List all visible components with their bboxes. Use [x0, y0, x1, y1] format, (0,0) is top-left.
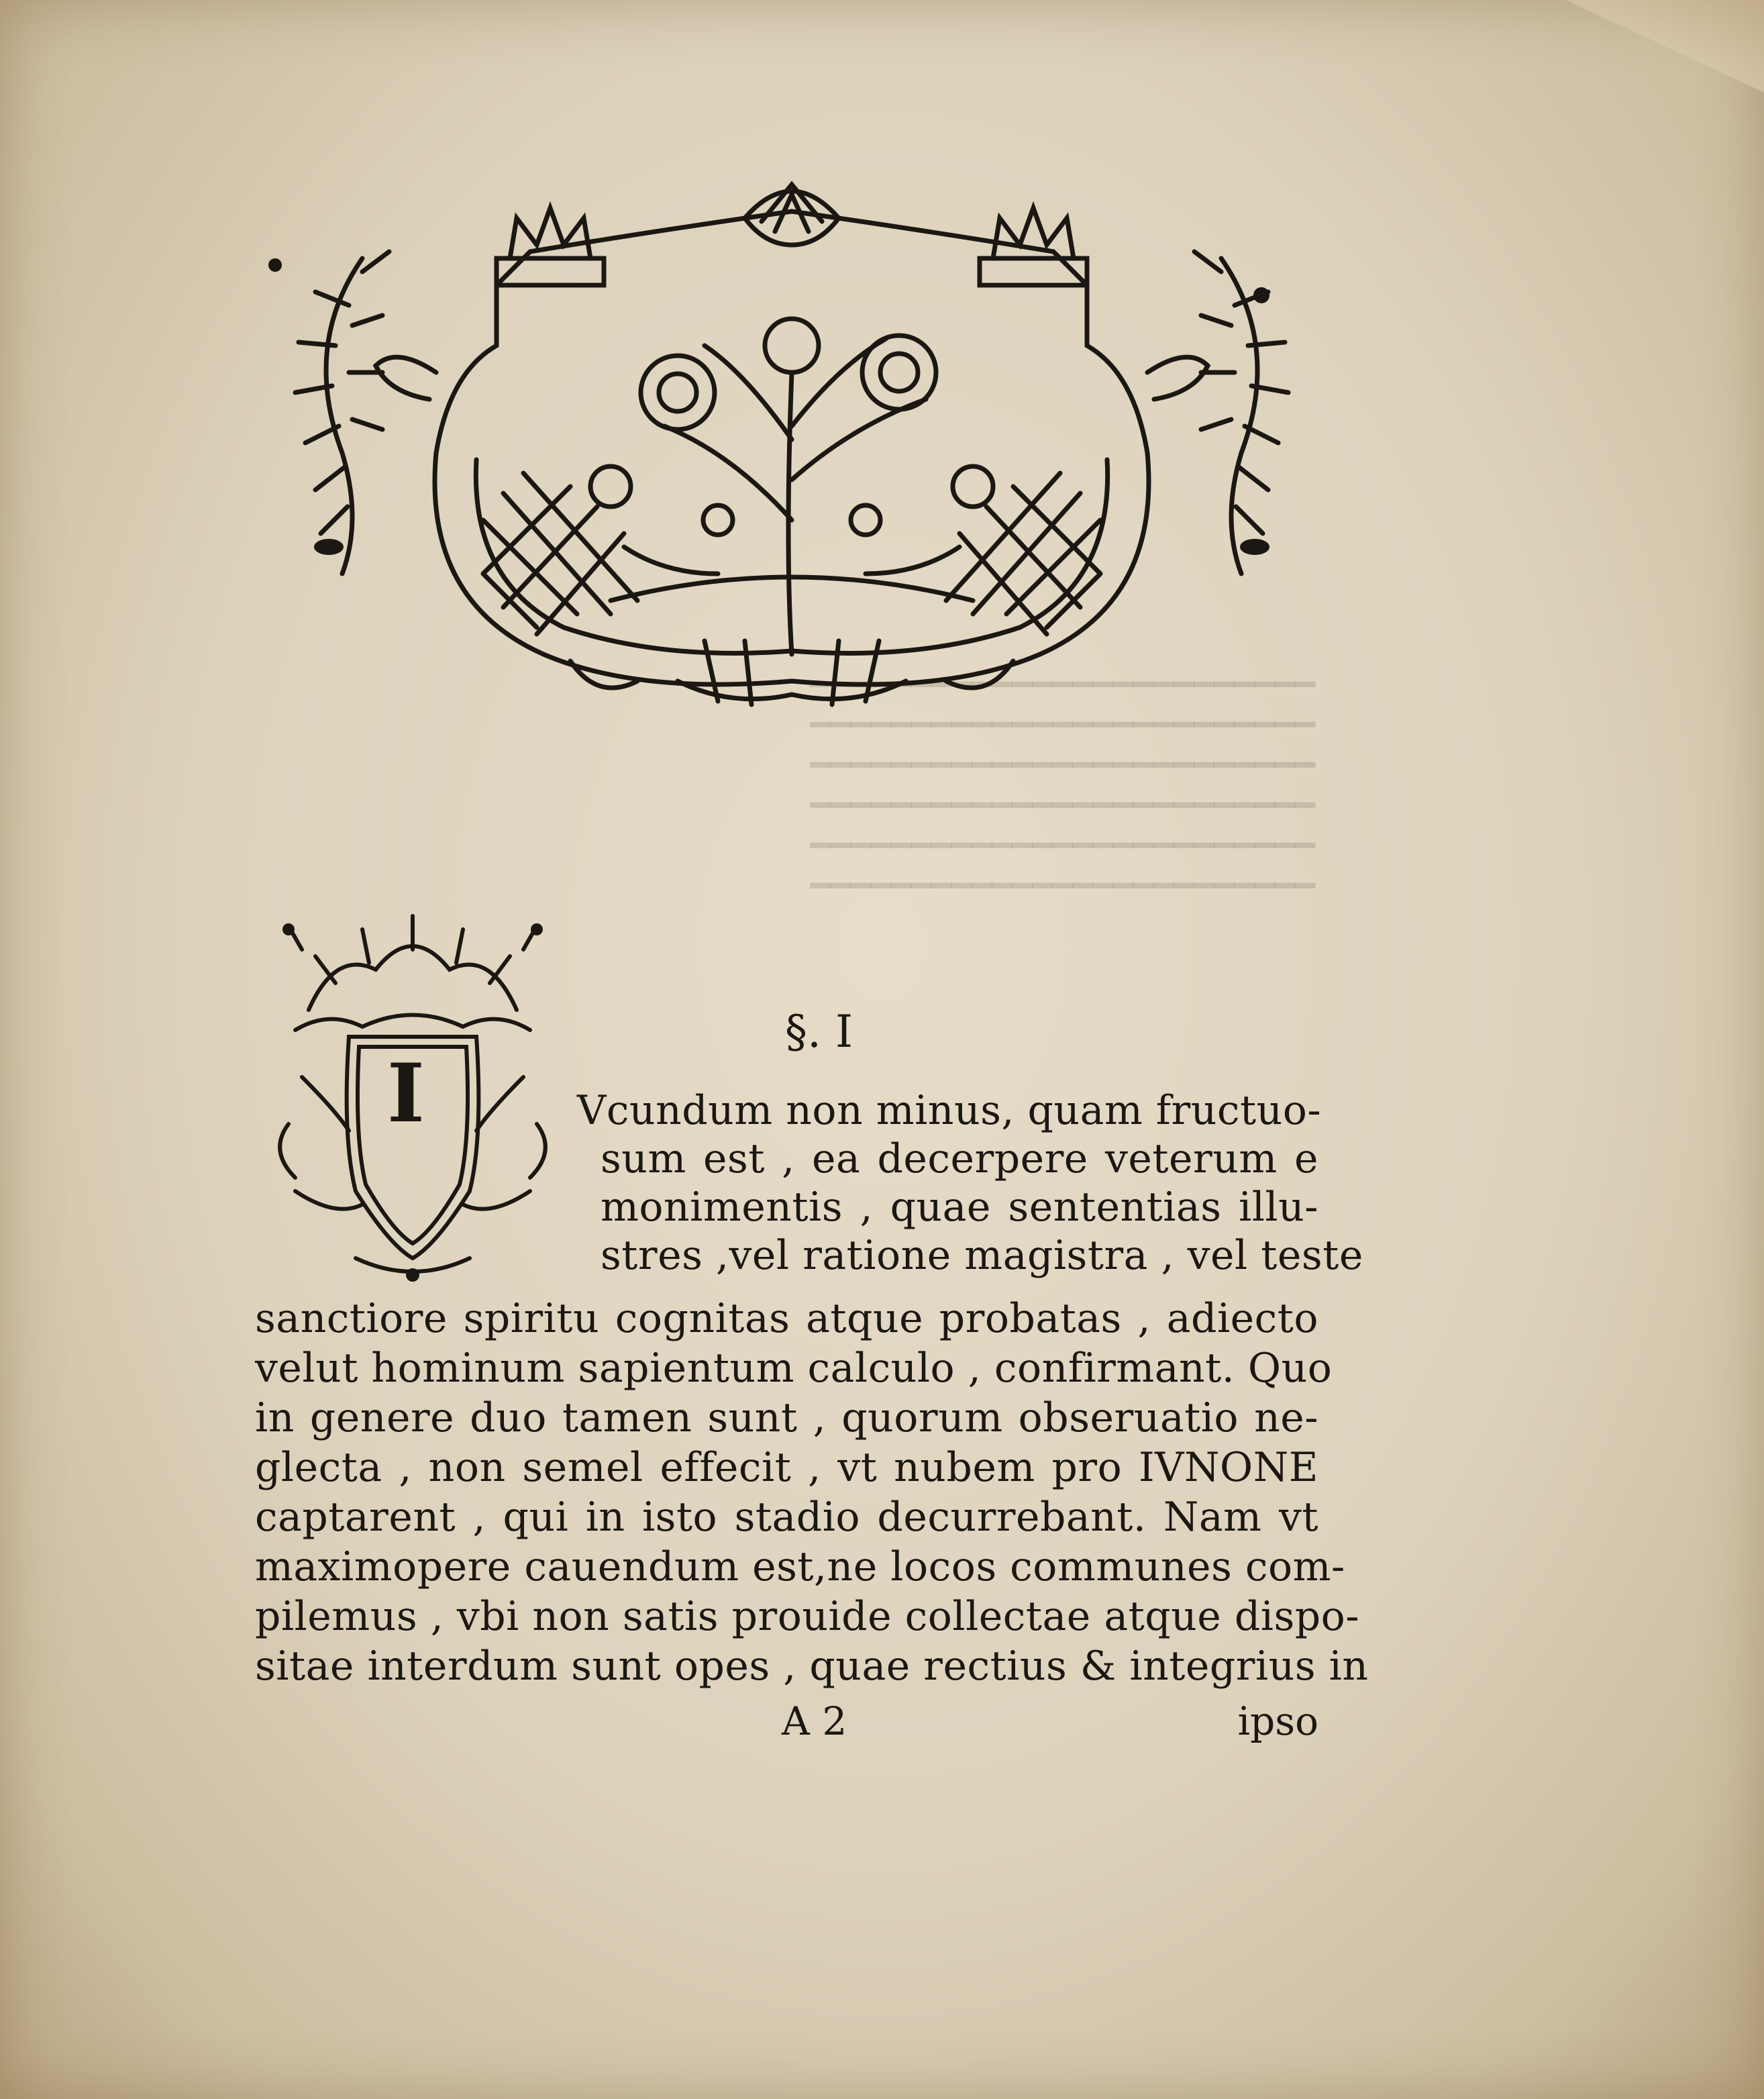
paragraph-line: Vcundum non minus, quam fructuo- — [577, 1087, 1322, 1134]
paragraph-line: pilemus , vbi non satis prouide collectae atque dispo- — [255, 1593, 1360, 1640]
section-heading: §. I — [785, 1006, 853, 1058]
paragraph-line: maximopere cauendum est,ne locos communes com- — [255, 1543, 1345, 1590]
bleed-through-text: ━━━━━━━━━━━━━━━━━━━━━━━━━ ━━━━━━━━━━━━━━━━━━━━━━━━━ ━━━━━━━━━━━━━━━━━━━━━━━━━ ━━━━━━━━━━━━━━━━━━━━━━━━━ ━━━━━━━━━━━━━━━━━━━━━━━━━ ━━━━━━━━━━━━━━━━━━━━━━━━━ — [810, 665, 1315, 905]
signature-mark: A 2 — [782, 1698, 847, 1744]
paragraph-line: monimentis , quae sententias illu- — [601, 1184, 1318, 1231]
paragraph-line: velut hominum sapientum calculo , confirmant. Quo — [255, 1345, 1333, 1392]
torn-corner — [1563, 0, 1764, 134]
paragraph-line: in genere duo tamen sunt , quorum obseruatio ne- — [255, 1394, 1318, 1441]
catchword: ipso — [1237, 1698, 1318, 1744]
decorated-initial — [255, 909, 570, 1292]
headpiece-ornament-icon — [262, 171, 1322, 715]
paragraph-line: captarent , qui in isto stadio decurrebant. Nam vt — [255, 1494, 1318, 1541]
paragraph-line: glecta , non semel effecit , vt nubem pro IVNONE — [255, 1444, 1318, 1491]
paragraph-line: sitae interdum sunt opes , quae rectius & integrius in — [255, 1643, 1369, 1690]
paragraph-line: sanctiore spiritu cognitas atque probatas , adiecto — [255, 1295, 1318, 1342]
paragraph-line: sum est , ea decerpere veterum e — [601, 1135, 1318, 1182]
paragraph-line: stres ,vel ratione magistra , vel teste — [601, 1232, 1363, 1279]
initial-letter: I — [386, 1046, 425, 1141]
